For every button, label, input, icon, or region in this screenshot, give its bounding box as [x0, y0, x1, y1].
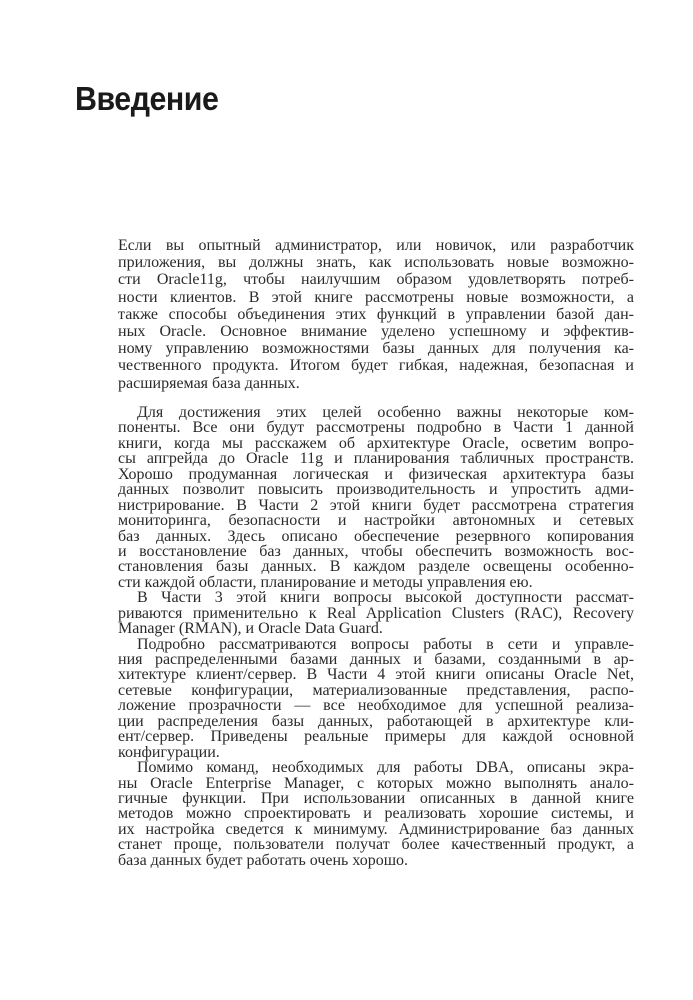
- text-line: хитектуре клиент/сервер. В Части 4 этой книги описаны Oracle Net,: [118, 666, 634, 684]
- text-line: Если вы опытный администратор, или новичок, или разработчик: [118, 237, 634, 254]
- text-line: также способы объединения этих функций в управлении базой дан-: [118, 305, 634, 323]
- text-line: ных Oracle. Основное внимание уделено успешному и эффектив-: [118, 322, 634, 340]
- body-paragraphs: [118, 405, 634, 868]
- text-line: сти Oracle11g, чтобы наилучшим образом удовлетворять потреб-: [118, 271, 634, 289]
- text-line: данных позволит повысить производительность и упростить адми-: [118, 481, 634, 499]
- text-line: ции распределения базы данных, работающей в архитектуре кли-: [118, 712, 634, 730]
- text-line: ному управлению возможностями базы данных для получения ка-: [118, 340, 634, 358]
- text-line: нистрирование. В Части 2 этой книги будет рассмотрена стратегия: [118, 496, 634, 514]
- text-line: становления базы данных. В каждом разделе освещены особенно-: [118, 558, 634, 576]
- page-title: Введение: [75, 80, 219, 117]
- text-line: ент/сервер. Приведены реальные примеры для каждой основной: [118, 728, 634, 746]
- text-line: Хорошо продуманная логическая и физическая архитектура базы: [118, 465, 634, 483]
- text-line: Помимо команд, необходимых для работы DBA, описаны экра-: [137, 759, 634, 777]
- text-line: риваются применительно к Real Application Clusters (RAC), Recovery: [118, 604, 634, 622]
- paragraph: [118, 760, 634, 868]
- text-line: В Части 3 этой книги вопросы высокой доступности рассмат-: [137, 589, 634, 607]
- text-line: ности клиентов. В этой книге рассмотрены новые возможности, а: [118, 288, 634, 306]
- text-line: книги, когда мы расскажем об архитектуре Oracle, осветим вопро-: [118, 434, 634, 452]
- text-line: их настройка сведется к минимуму. Администрирование баз данных: [118, 820, 634, 838]
- text-line: база данных будет работать очень хорошо.: [118, 851, 409, 869]
- text-line: сетевые конфигурации, материализованные представления, распо-: [118, 681, 634, 699]
- paragraph: [118, 237, 634, 392]
- intro-paragraph: [118, 237, 634, 392]
- paragraph: [118, 405, 634, 590]
- text-line: сы апгрейда до Oracle 11g и планирования табличных пространств.: [118, 450, 634, 468]
- text-line: и восстановление баз данных, чтобы обеспечить возможность вос-: [118, 542, 634, 560]
- text-line: поненты. Все они будут рассмотрены подробно в Части 1 данной: [118, 419, 634, 437]
- text-line: Manager (RMAN), и Oracle Data Guard.: [118, 620, 383, 638]
- text-line: мониторинга, безопасности и настройки автономных и сетевых: [118, 512, 634, 530]
- paragraph: [118, 590, 634, 636]
- text-line: конфигурации.: [118, 743, 220, 761]
- text-line: методов можно спроектировать и реализовать хорошие системы, и: [118, 805, 634, 823]
- paragraph: [118, 637, 634, 761]
- text-line: ложение прозрачности — все необходимое для успешной реализа-: [118, 697, 634, 715]
- text-line: приложения, вы должны знать, как использовать новые возможно-: [118, 254, 634, 272]
- text-line: гичные функции. При использовании описанных в данной книге: [118, 789, 634, 807]
- text-line: сти каждой области, планирование и методы управления ею.: [118, 573, 533, 591]
- text-line: расширяемая база данных.: [118, 374, 300, 392]
- text-line: чественного продукта. Итогом будет гибкая, надежная, безопасная и: [118, 357, 634, 375]
- text-line: ния распределенными базами данных и базами, созданными в ар-: [118, 651, 634, 668]
- text-line: баз данных. Здесь описано обеспечение резервного копирования: [118, 527, 634, 545]
- text-line: Для достижения этих целей особенно важны некоторые ком-: [137, 404, 634, 421]
- text-line: станет проще, пользователи получат более качественный продукт, а: [118, 836, 634, 854]
- text-line: Подробно рассматриваются вопросы работы в сети и управле-: [137, 635, 634, 653]
- text-line: ны Oracle Enterprise Manager, с которых можно выполнять анало-: [118, 774, 634, 792]
